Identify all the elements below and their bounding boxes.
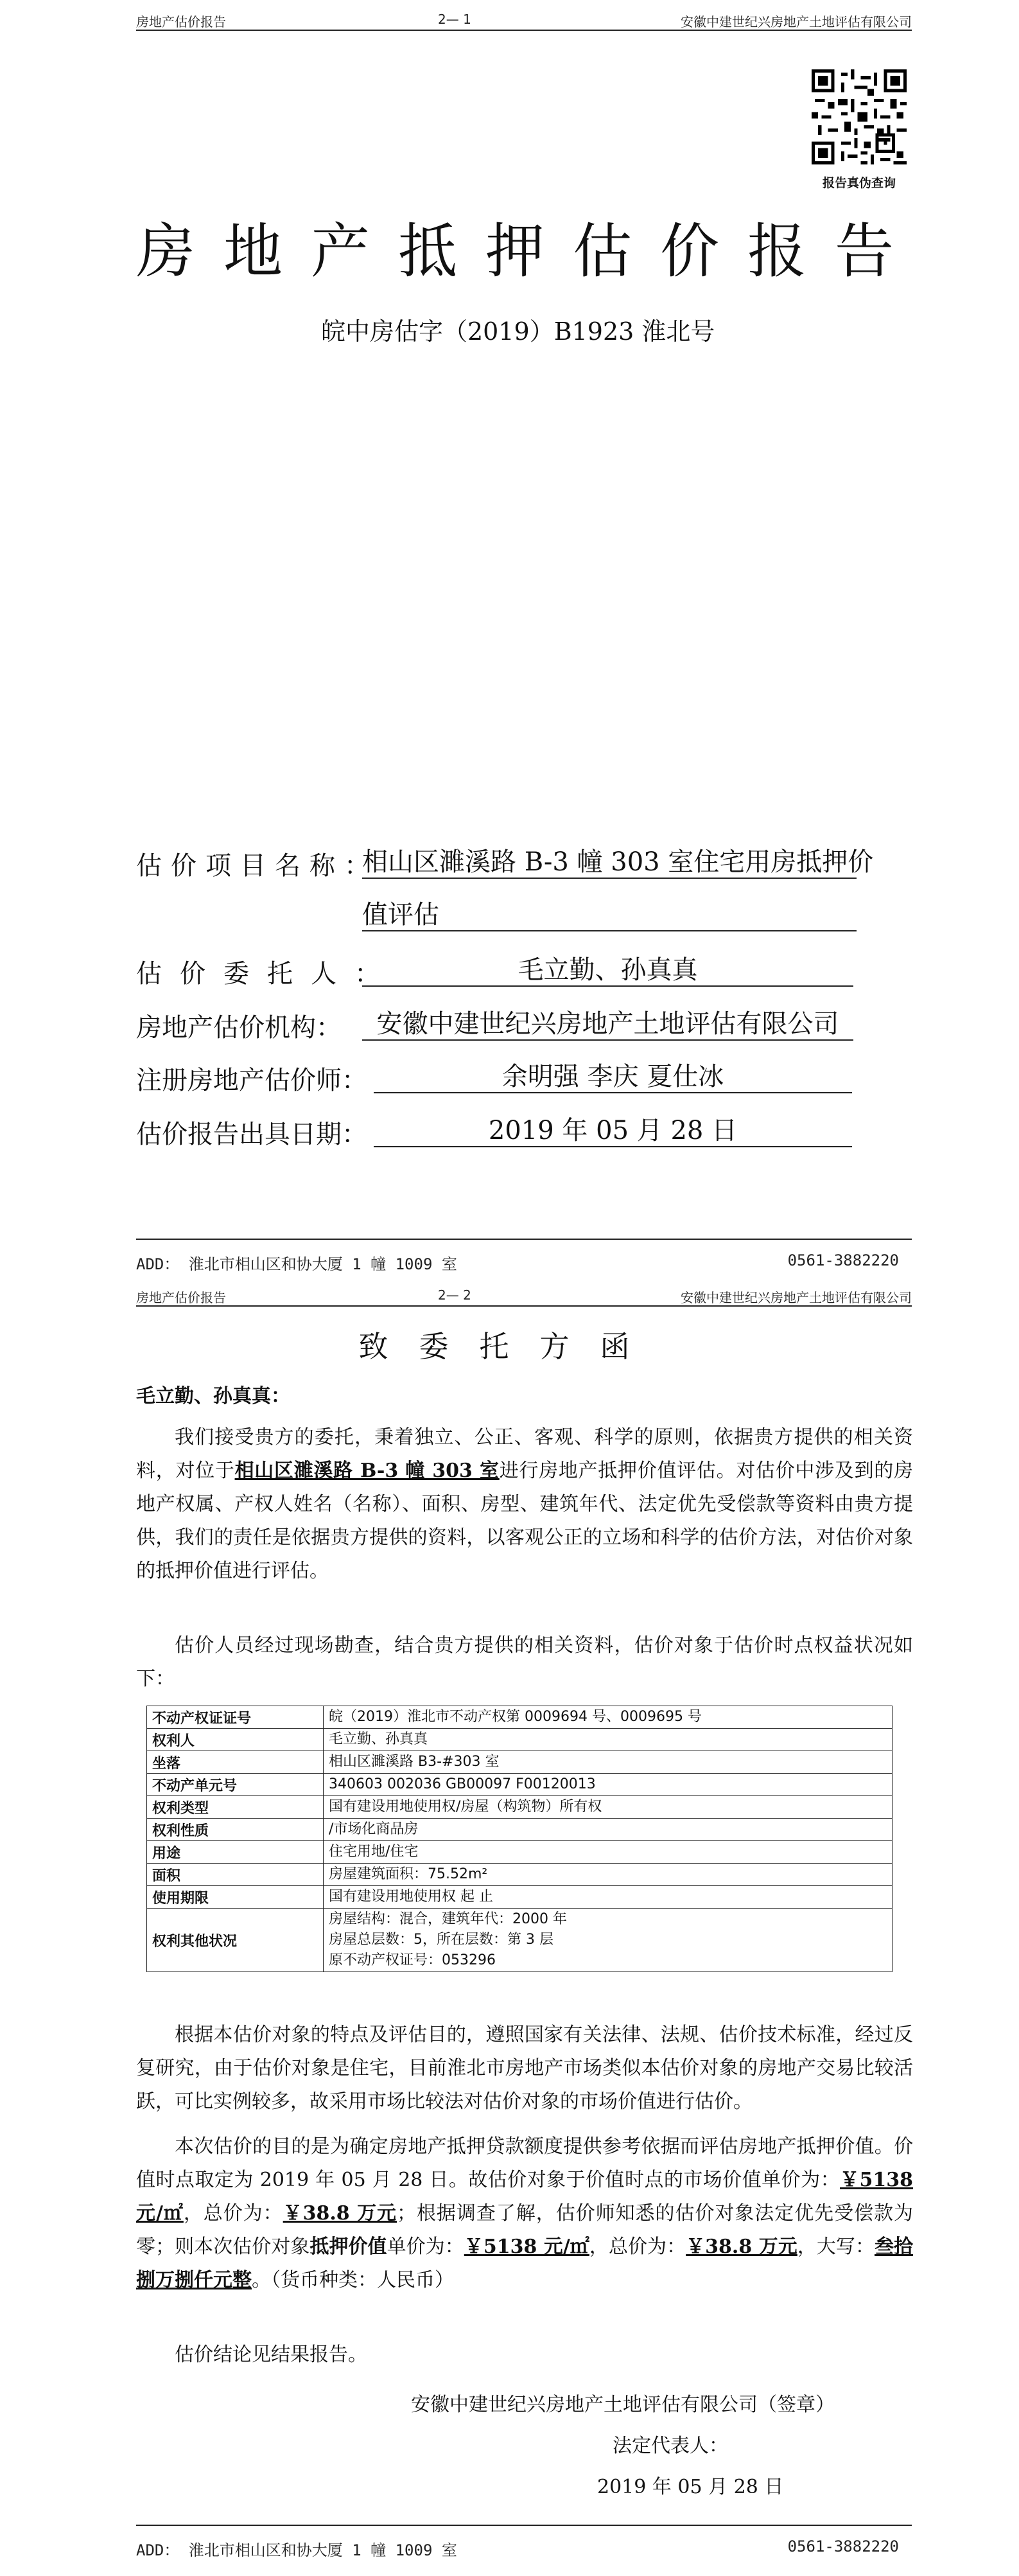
- field-label: 注册房地产估价师：: [136, 1066, 367, 1095]
- qr-caption: 报告真伪查询: [822, 176, 896, 190]
- header-left: 房地产估价报告: [136, 14, 226, 30]
- capital-amount: 叁拾捌万捌仟元整: [136, 2236, 914, 2291]
- paragraph-5: 估价结论见结果报告。: [175, 2343, 367, 2366]
- table-value: /市场化商品房: [324, 1819, 893, 1841]
- text-run: 。（货币种类：人民币）: [252, 2269, 454, 2291]
- table-row: [147, 1751, 893, 1774]
- table-key: 权利其他状况: [147, 1909, 324, 1972]
- table-row: [147, 1864, 893, 1886]
- table-value: 房屋建筑面积：75.52m²: [324, 1864, 893, 1886]
- footer-phone: 0561-3882220: [787, 1251, 899, 1269]
- total-price: ￥38.8 万元: [283, 2202, 397, 2225]
- table-key: 面积: [147, 1864, 324, 1886]
- field-value-line2: 值评估: [362, 898, 857, 931]
- text-run: 我们接受贵方的委托，秉着独立、公正、客观、科学的原则，依据贵方提供的相关资料，对位于: [136, 1426, 913, 1482]
- table-key: 权利人: [147, 1729, 324, 1751]
- table-value: 国有建设用地使用权 起 止: [324, 1886, 893, 1909]
- table-key: 不动产权证证号: [147, 1706, 324, 1729]
- qr-verify-block: [808, 69, 910, 191]
- table-value: 相山区濉溪路 B3-#303 室: [324, 1751, 893, 1774]
- table-value: 皖（2019）淮北市不动产权第 0009694 号、0009695 号: [324, 1706, 893, 1729]
- table-value: [324, 1909, 893, 1972]
- table-row: [147, 1819, 893, 1841]
- table-key: 坐落: [147, 1751, 324, 1774]
- text-run: 进行房地产抵押价值评估。对估价中涉及到的房地产权属、产权人姓名（名称）、面积、房型、建筑年代、法定优先受偿款等资料由贵方提供，我们的责任是依据贵方提供的资料，以客观公正的立场和科学的估价方法，对估价对象的抵押价值进行评估。: [136, 1460, 913, 1582]
- letter-title: 致委托方函: [358, 1329, 661, 1364]
- text-run: ；根据调查了解，估价师知悉的估价对象法定优先受偿款为零；则本次估价对象: [136, 2202, 914, 2258]
- table-value-line: 原不动产权证号：053296: [329, 1952, 496, 1968]
- field-label: 估价报告出具日期：: [136, 1120, 367, 1149]
- qr-code-icon[interactable]: [812, 69, 907, 164]
- table-value: 住宅用地/住宅: [324, 1841, 893, 1864]
- table-key: 权利性质: [147, 1819, 324, 1841]
- report-number: 皖中房估字（2019）B1923 淮北号: [321, 317, 715, 346]
- table-row: [147, 1774, 893, 1796]
- field-label: 估价项目名称：: [136, 851, 379, 881]
- table-key: 使用期限: [147, 1886, 324, 1909]
- table-value-line: 房屋总层数：5，所在层数：第 3 层: [329, 1932, 553, 1948]
- text-run: 本次估价的目的是为确定房地产抵押贷款额度提供参考依据而评估房地产抵押价值。价值时点取定为 2019 年 05 月 28 日。故估价对象于价值时点的市场价值单价为：: [136, 2135, 913, 2191]
- property-address: 相山区濉溪路 B-3 幢 303 室: [234, 1460, 500, 1482]
- signer-company: 安徽中建世纪兴房地产土地评估有限公司（签章）: [411, 2394, 835, 2416]
- header-left: 房地产估价报告: [136, 1290, 226, 1305]
- report-title: 房地产抵押估价报告: [136, 217, 923, 286]
- letter-date: 2019 年 05 月 28 日: [597, 2476, 784, 2498]
- table-row: [147, 1706, 893, 1729]
- table-value-line: 房屋结构：混合，建筑年代：2000 年: [329, 1911, 567, 1927]
- field-value-line1: 相山区濉溪路 B-3 幢 303 室住宅用房抵押价: [362, 845, 857, 879]
- table-row: [147, 1796, 893, 1819]
- table-row: [147, 1886, 893, 1909]
- running-header: [136, 1285, 912, 1307]
- field-value: 安徽中建世纪兴房地产土地评估有限公司: [362, 1007, 853, 1041]
- table-key: 权利类型: [147, 1796, 324, 1819]
- paragraph-2: 估价人员经过现场勘查，结合贵方提供的相关资料，估价对象于估价时点权益状况如下：: [136, 1634, 913, 1690]
- running-footer: [136, 1239, 912, 1273]
- header-company: 安徽中建世纪兴房地产土地评估有限公司: [681, 14, 912, 30]
- header-page-number: 2— 2: [438, 1287, 471, 1303]
- paragraph-3: 根据本估价对象的特点及评估目的，遵照国家有关法律、法规、估价技术标准，经过反复研究，由于估价对象是住宅，目前淮北市房地产市场类似本估价对象的房地产交易比较活跃，可比实例较多，故采用市场比较法对估价对象的市场价值进行估价。: [136, 2024, 913, 2113]
- table-row: [147, 1841, 893, 1864]
- mortgage-unit-price: ￥5138 元/㎡: [464, 2236, 589, 2258]
- text-run: ，总价为：: [183, 2202, 283, 2225]
- unit-price: ￥5138 元/㎡: [136, 2169, 913, 2225]
- table-key: 用途: [147, 1841, 324, 1864]
- letter-page: [0, 1285, 1019, 2576]
- table-row: [147, 1729, 893, 1751]
- footer-address: ADD： 淮北市相山区和协大厦 1 幢 1009 室: [136, 1255, 457, 1273]
- field-label: 房地产估价机构：: [136, 1013, 342, 1043]
- cover-page: [0, 0, 1019, 1285]
- mortgage-total-price: ￥38.8 万元: [686, 2236, 797, 2258]
- footer-phone: 0561-3882220: [787, 2537, 899, 2555]
- text-run: ，总价为：: [589, 2236, 686, 2258]
- table-value: 国有建设用地使用权/房屋（构筑物）所有权: [324, 1796, 893, 1819]
- table-key: 不动产单元号: [147, 1774, 324, 1796]
- running-header: [136, 9, 912, 31]
- header-page-number: 2— 1: [438, 12, 471, 27]
- text-run: ，大写：: [797, 2236, 875, 2258]
- running-footer: [136, 2525, 912, 2559]
- table-value: 340603 002036 GB00097 F00120013: [324, 1774, 893, 1796]
- header-company: 安徽中建世纪兴房地产土地评估有限公司: [681, 1290, 912, 1305]
- letter-addressee: 毛立勤、孙真真：: [136, 1385, 290, 1407]
- rights-table: [146, 1706, 893, 1972]
- text-run: 单价为：: [387, 2236, 464, 2258]
- field-label: 估价委托人：: [136, 959, 398, 989]
- paragraph-4: [136, 2130, 913, 2297]
- field-value: 毛立勤、孙真真: [362, 953, 853, 987]
- field-value: 2019 年 05 月 28 日: [374, 1114, 852, 1147]
- mortgage-value-label: 抵押价值: [309, 2236, 387, 2258]
- legal-representative: 法定代表人：: [613, 2435, 728, 2457]
- paragraph-1: [136, 1421, 913, 1588]
- table-row: [147, 1909, 893, 1972]
- table-value: 毛立勤、孙真真: [324, 1729, 893, 1751]
- field-value: 余明强 李庆 夏仕冰: [374, 1060, 852, 1093]
- footer-address: ADD： 淮北市相山区和协大厦 1 幢 1009 室: [136, 2541, 457, 2559]
